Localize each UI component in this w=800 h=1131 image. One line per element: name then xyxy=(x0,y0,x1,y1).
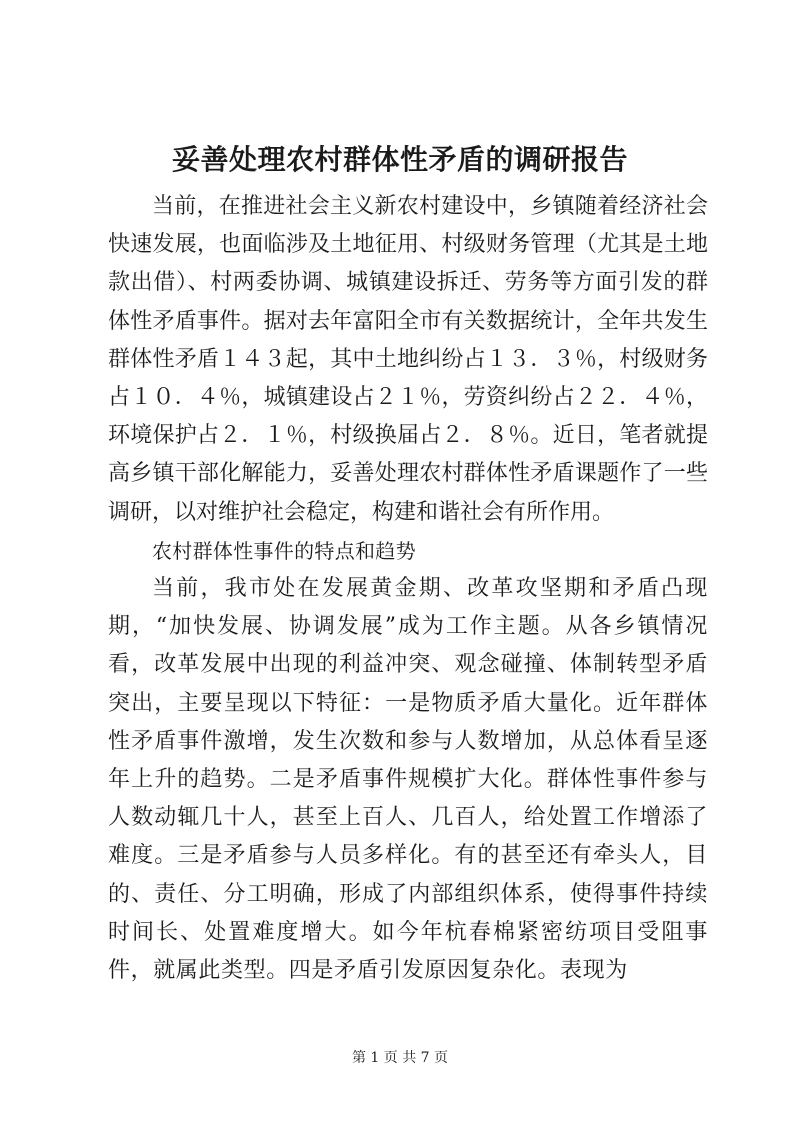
page-number: 第 1 页 共 7 页 xyxy=(351,1050,449,1066)
document-body xyxy=(108,188,708,990)
paragraph-characteristics: 当前，我市处在发展黄金期、改革攻坚期和矛盾凸现期，“加快发展、协调发展”成为工作主题。从各乡镇情况看，改革发展中出现的利益冲突、观念碰撞、体制转型矛盾突出，主要呈现以下特征：一是物质矛盾大量化。近年群体性矛盾事件激增，发生次数和参与人数增加，从总体看呈逐年上升的趋势。二是矛盾事件规模扩大化。群体性事件参与人数动辄几十人，甚至上百人、几百人，给处置工作增添了难度。三是矛盾参与人员多样化。有的甚至还有牵头人，目的、责任、分工明确，形成了内部组织体系，使得事件持续时间长、处置难度增大。如今年杭春棉紧密纺项目受阻事件，就属此类型。四是矛盾引发原因复杂化。表现为 xyxy=(108,576,708,984)
document-title: 妥善处理农村群体性矛盾的调研报告 xyxy=(171,143,628,176)
section-heading: 农村群体性事件的特点和趋势 xyxy=(152,538,416,563)
paragraph-intro: 当前，在推进社会主义新农村建设中，乡镇随着经济社会快速发展，也面临涉及土地征用、村级财务管理（尤其是土地款出借）、村两委协调、城镇建设拆迁、劳务等方面引发的群体性矛盾事件。据对去年富阳全市有关数据统计，全年共发生群体性矛盾１４３起，其中土地纠纷占１３．３％，村级财务占１０．４％，城镇建设占２１％，劳资纠纷占２２．４％，环境保护占２．１％，村级换届占２．８％。近日，笔者就提高乡镇干部化解能力，妥善处理农村群体性矛盾课题作了一些调研，以对维护社会稳定，构建和谐社会有所作用。 xyxy=(108,194,708,525)
